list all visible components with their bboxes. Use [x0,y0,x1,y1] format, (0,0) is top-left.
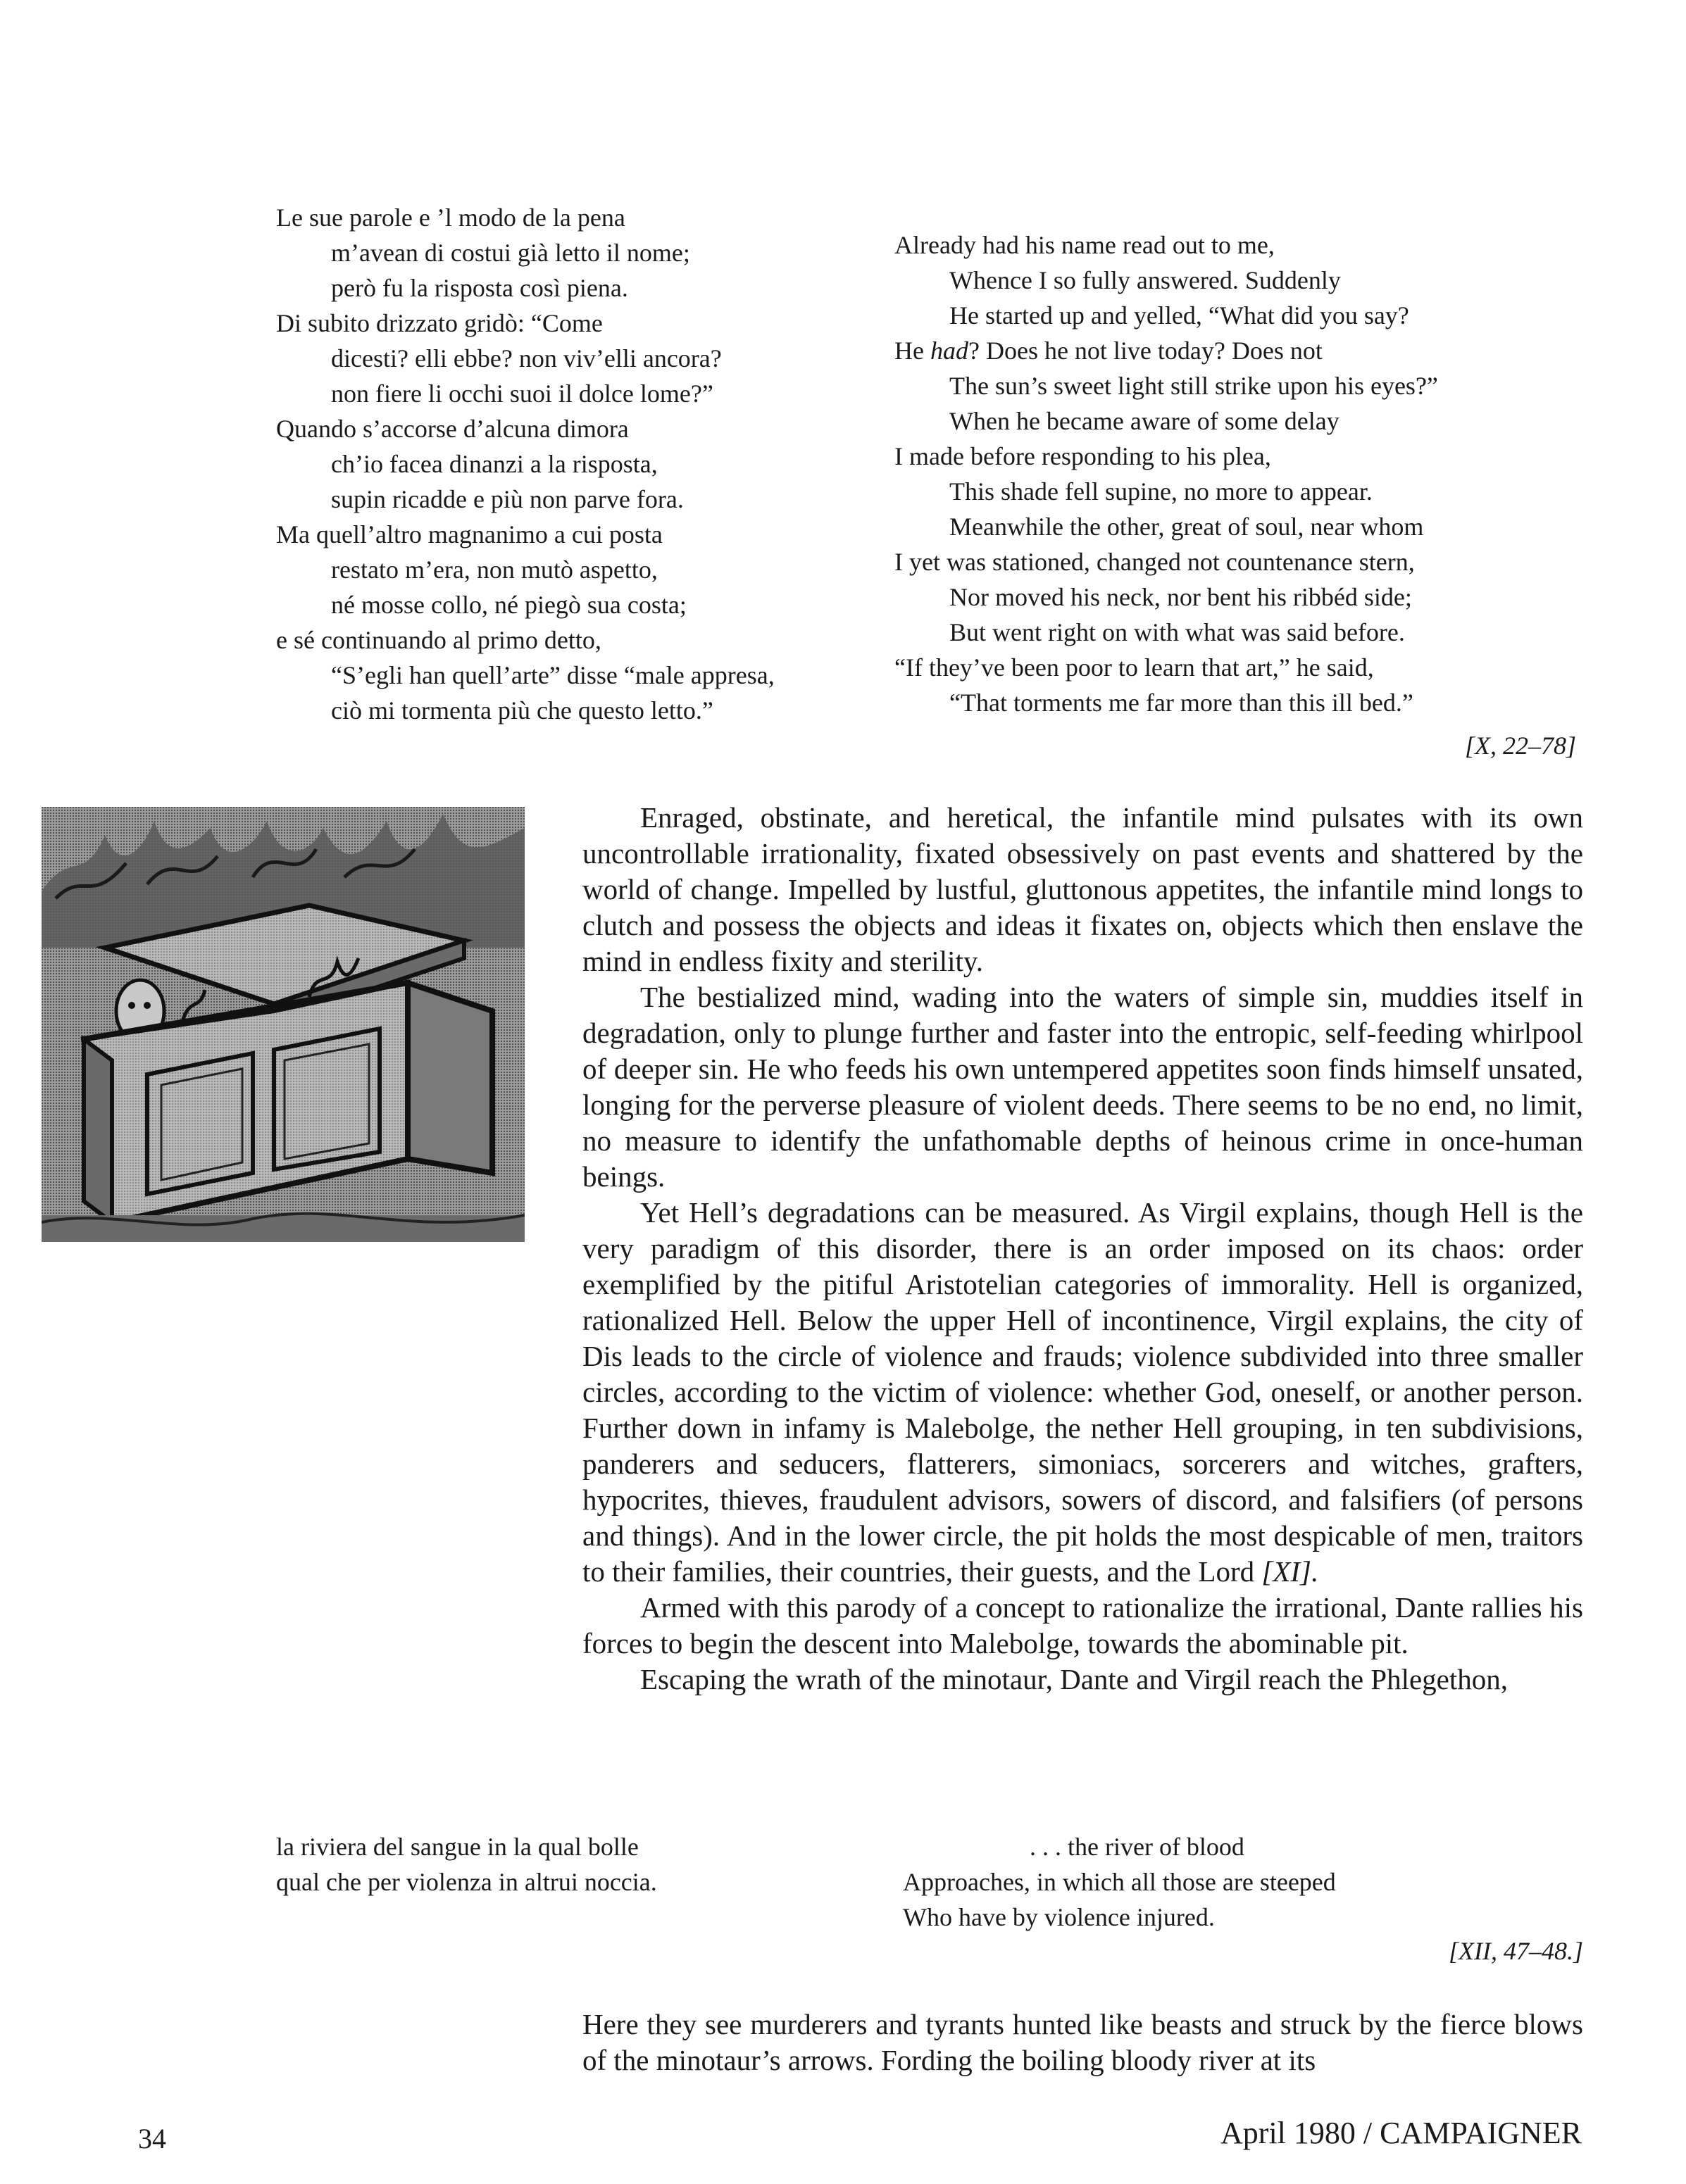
english-verse-line: He started up and yelled, “What did you say? [949,301,1409,330]
verse-citation-2: [XII, 47–48.] [1449,1937,1583,1965]
paragraph: The bestialized mind, wading into the waters of simple sin, muddies itself in degradation, only to plunge further and faster into the entropic, self-feeding whirlpool of deeper sin. He who feeds his own untempered appetites soon finds himself unsated, longing for the perverse pleasure of violent deeds. There seems to be no end, no limit, no measure to identify the unfathomable depths of heinous crime in once-human beings. [582,981,1583,1193]
english-verse-block [894,227,1438,720]
paragraph [582,1195,1583,1590]
english-verse-line: The sun’s sweet light still strike upon his eyes?” [949,372,1438,400]
paragraph: Here they see murderers and tyrants hunted like beasts and struck by the fierce blows of the minotaur’s arrows. Fording the boiling bloody river at its [582,2008,1583,2076]
page-number: 34 [138,2123,166,2154]
english-verse-line: “If they’ve been poor to learn that art,” he said, [894,653,1374,682]
italian-verse-line: restato m’era, non mutò aspetto, [331,556,658,584]
english-verse-line: Meanwhile the other, great of soul, near whom [949,513,1424,541]
paragraph: Escaping the wrath of the minotaur, Dante and Virgil reach the Phlegethon, [640,1663,1509,1695]
italian-verse-line: ciò mi tormenta più che questo letto.” [331,696,713,724]
italian-verse-line: non fiere li occhi suoi il dolce lome?” [331,379,713,408]
italian-verse-block [276,200,775,728]
italian-verse-line: “S’egli han quell’arte” disse “male appresa, [331,661,775,689]
italian-verse-line: qual che per violenza in altrui noccia. [276,1868,657,1896]
english-verse-line: I yet was stationed, changed not countenance stern, [894,548,1415,576]
italian-verse-line: né mosse collo, né piegò sua costa; [331,591,687,619]
paragraph-text: Yet Hell’s degradations can be measured. As Virgil explains, though Hell is the very paradigm of this disorder, there is an order imposed on its chaos: order exemplified by the pitiful Aristotelian categories of immorality. Hell is organized, rationalized Hell. Below the upper Hell of incontinence, Virgil explains, the city of Dis leads to the circle of violence and frauds; violence subdivided into three smaller circles, according to the victim of violence: whether God, oneself, or another person. Further down in infamy is Malebolge, the nether Hell grouping, in ten subdivisions, panderers and seducers, flatterers, simoniacs, sorcerers and witches, grafters, hypocrites, thieves, fraudulent advisors, sowers of discord, and falsifiers (of persons and things). And in the lower circle, the pit holds the most despicable of men, traitors to their families, their countries, their guests, and the Lord [582,1196,1583,1588]
italian-verse-line: Quando s’accorse d’alcuna dimora [276,415,629,443]
running-footer: April 1980 / CAMPAIGNER [1220,2116,1582,2150]
woodcut-illustration [42,807,525,1242]
english-verse-block-2 [903,1829,1336,1935]
english-verse-line: But went right on with what was said before. [949,618,1405,646]
english-verse-line: Already had his name read out to me, [894,231,1275,259]
italian-verse-line: ch’io facea dinanzi a la risposta, [331,450,658,478]
italian-verse-line: dicesti? elli ebbe? non viv’elli ancora? [331,344,722,372]
inline-citation: [XI]. [1261,1555,1319,1588]
italian-verse-line: e sé continuando al primo detto, [276,626,601,654]
english-verse-line: . . . the river of blood [1030,1833,1244,1861]
english-verse-line: He had? Does he not live today? Does not [894,337,1323,365]
italian-verse-line: Di subito drizzato gridò: “Come [276,309,603,337]
italian-verse-line: però fu la risposta così piena. [331,274,628,302]
english-verse-line: “That torments me far more than this ill bed.” [949,689,1413,717]
english-verse-line: Approaches, in which all those are steeped [903,1868,1336,1896]
italian-verse-block-2 [276,1829,657,1900]
italian-verse-line: supin ricadde e più non parve fora. [331,485,684,513]
english-verse-line: This shade fell supine, no more to appear. [949,477,1373,506]
body-text [582,800,1583,1697]
italian-verse-line: la riviera del sangue in la qual bolle [276,1833,639,1861]
italian-verse-line: m’avean di costui già letto il nome; [331,239,690,267]
paragraph: Armed with this parody of a concept to rationalize the irrational, Dante rallies his forces to begin the descent into Malebolge, towards the abominable pit. [582,1591,1583,1659]
verse-citation: [X, 22–78] [1464,732,1576,760]
body-text-continued [582,2007,1583,2078]
paragraph: Enraged, obstinate, and heretical, the infantile mind pulsates with its own uncontrollable irrationality, fixated obsessively on past events and shattered by the world of change. Impelled by lustful, gluttonous appetites, the infantile mind longs to clutch and possess the objects and ideas it fixates on, objects which then enslave the mind in endless fixity and sterility. [582,801,1583,977]
italian-verse-line: Ma quell’altro magnanimo a cui posta [276,520,663,548]
tomb-illustration [42,807,525,1242]
italian-verse-line: Le sue parole e ’l modo de la pena [276,203,625,232]
english-verse-line: I made before responding to his plea, [894,442,1271,470]
english-verse-line: Whence I so fully answered. Suddenly [949,266,1341,294]
english-verse-line: When he became aware of some delay [949,407,1340,435]
english-verse-line: Nor moved his neck, nor bent his ribbéd side; [949,583,1412,611]
english-verse-line: Who have by violence injured. [903,1903,1215,1931]
